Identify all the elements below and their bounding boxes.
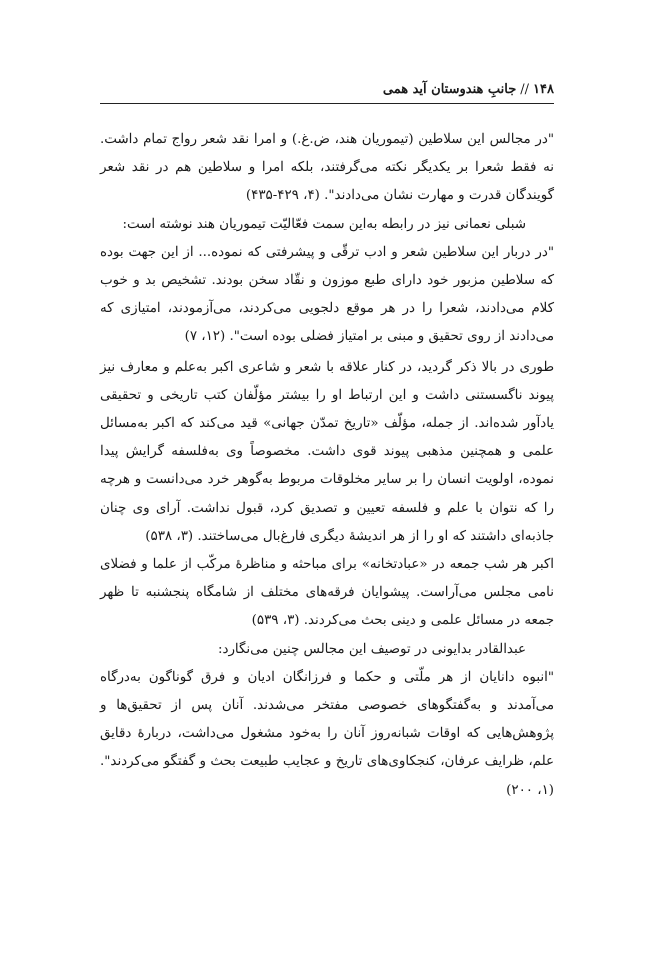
intro-line-1: شبلی نعمانی نیز در رابطه به‌این سمت فعّالیّت تیموریان هند نوشته است: (122, 216, 526, 232)
intro-line-2: عبدالقادر بدایونی در توصیف این مجالس چنین می‌نگارد: (217, 641, 526, 657)
page-number: ۱۴۸ (533, 82, 554, 97)
quote-paragraph-2: "در دربار این سلاطین شعر و ادب ترقّی و پیشرفتی که نموده... از این جهت بوده که سلاطین مزبور خود دارای طبع موزون و نقّاد سخن بودند. تشخیص بد و خوب کلام می‌دادند، شعرا را در هر موقع دلجویی می‌کردند، می‌آزمودند، امتیازی که می‌دادند از روی تحقیق و مبنی بر امتیاز فضلی بوده است". (۱۲، ۷) (100, 244, 554, 345)
body-text (100, 126, 554, 805)
body-paragraph-1: طوری در بالا ذکر گردید، در کنار علاقه با شعر و شاعری اکبر به‌علم و معارف نیز پیوند ناگسستنی داشت و این ارتباط او را بیشتر مؤلّفان کتب تاریخی و تحقیقی یادآور شده‌اند. از جمله، مؤلّف «تاریخ تمدّن جهانی» قید می‌کند که اکبر به‌مسائل علمی و همچنین مذهبی پیوند قوی داشت. مخصوصاً وی به‌فلسفه گرایش پیدا نموده، اولویت انسان را بر سایر مخلوقات مربوط به‌گوهر خرد می‌دانست و هرچه را که نتوان با علم و فلسفه تعیین و تصدیق کرد، قبول نداشت. آرای وی چنان جاذبه‌ای داشتند که او را از هر اندیشهٔ دیگری فارغ‌بال می‌ساختند. (۳، ۵۳۸) (100, 359, 554, 544)
body-paragraph-2: اکبر هر شب جمعه در «عبادتخانه» برای مباحثه و مناظرهٔ مرکّب از علما و فضلای نامی مجلس می‌آراست. پیشوایان فرقه‌های مختلف از شامگاه پنجشنبه تا ظهر جمعه در مسائل علمی و دینی بحث می‌کردند. (۳، ۵۳۹) (100, 557, 554, 629)
book-page (100, 82, 554, 805)
quote-paragraph-1: "در مجالس این سلاطین (تیموریان هند، ض.غ.) و امرا نقد شعر رواج تمام داشت. نه فقط شعرا بر یکدیگر نکته می‌گرفتند، بلکه امرا و سلاطین هم در نقد شعر گویندگان قدرت و مهارت نشان می‌دادند". (۴، ۴۲۹-۴۳۵) (100, 132, 554, 204)
running-title: جانبِ هندوستان آید همی (382, 82, 517, 97)
header-separator: // (520, 82, 530, 97)
running-header (100, 82, 554, 104)
quote-paragraph-3: "انبوه دانایان از هر ملّتی و حکما و فرزانگان ادیان و فرق گوناگون به‌درگاه می‌آمدند و به‌گفتگوهای خصوصی مفتخر می‌شدند. آنان پس از تحقیق‌ها و پژوهش‌هایی که اوقات شبانه‌روز آنان را به‌خود مشغول می‌داشت، دربارهٔ دقایق علم، ظرایف عرفان، کنجکاوی‌های تاریخ و عجایب طبیعت بحث و گفتگو می‌کردند". (۱، ۲۰۰) (100, 669, 554, 798)
